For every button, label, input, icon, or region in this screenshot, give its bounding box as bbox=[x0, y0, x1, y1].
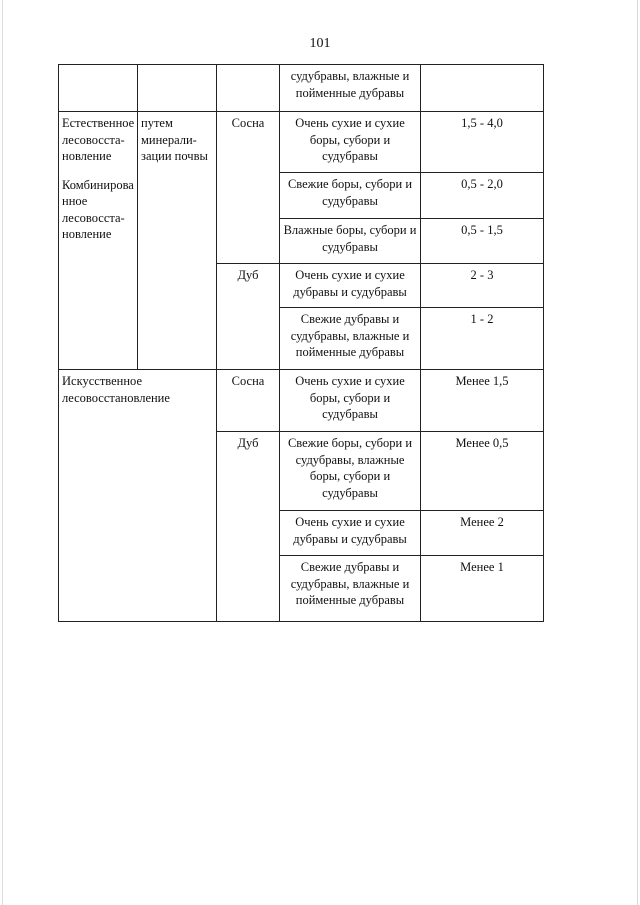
table-cell-means bbox=[138, 65, 217, 112]
table-row bbox=[59, 112, 544, 173]
table-cell-value: Менее 0,5 bbox=[421, 432, 544, 511]
scan-edge-right bbox=[637, 0, 638, 905]
table-cell-value: 1 - 2 bbox=[421, 308, 544, 370]
table-cell-forest-type: Свежие дубравы и судубравы, влажные и пойменные дубравы bbox=[280, 556, 421, 622]
table-cell-forest-type: Очень сухие и сухие дубравы и судубравы bbox=[280, 264, 421, 308]
table-cell-forest-type: Очень сухие и сухие боры, субори и судубравы bbox=[280, 370, 421, 432]
table-cell-value: 2 - 3 bbox=[421, 264, 544, 308]
table-cell-forest-type: Очень сухие и сухие дубравы и судубравы bbox=[280, 511, 421, 556]
scan-edge-left bbox=[2, 0, 3, 905]
table-cell-species bbox=[217, 65, 280, 112]
table-cell-forest-type: Свежие дубравы и судубравы, влажные и пойменные дубравы bbox=[280, 308, 421, 370]
table-cell-value: Менее 1 bbox=[421, 556, 544, 622]
table-cell-value: 0,5 - 1,5 bbox=[421, 219, 544, 264]
table-row bbox=[59, 65, 544, 112]
table-cell-species: Дуб bbox=[217, 264, 280, 370]
regeneration-table bbox=[58, 64, 544, 622]
table-cell-value: 1,5 - 4,0 bbox=[421, 112, 544, 173]
table-cell-means: путем минерали-зации почвы bbox=[138, 112, 217, 370]
page-number: 101 bbox=[309, 36, 331, 51]
method-natural-label: Естественное лесовосста-новление bbox=[62, 116, 135, 163]
table-cell-species: Сосна bbox=[217, 370, 280, 432]
table-cell-method: Искусственное лесовосстановление bbox=[59, 370, 217, 622]
table-cell-forest-type: Свежие боры, субори и судубравы, влажные боры, субори и судубравы bbox=[280, 432, 421, 511]
table-cell-value bbox=[421, 65, 544, 112]
table-cell-value: Менее 1,5 bbox=[421, 370, 544, 432]
table-cell-forest-type: Свежие боры, субори и судубравы bbox=[280, 173, 421, 219]
table-cell-species: Дуб bbox=[217, 432, 280, 622]
table-cell-method bbox=[59, 65, 138, 112]
method-combined-label: Комбинирова нное лесовосста-новление bbox=[62, 177, 134, 241]
table-cell-species: Сосна bbox=[217, 112, 280, 264]
table-cell-forest-type: Очень сухие и сухие боры, субори и судубравы bbox=[280, 112, 421, 173]
table-cell-forest-type: судубравы, влажные и пойменные дубравы bbox=[280, 65, 421, 112]
table-cell-forest-type: Влажные боры, субори и судубравы bbox=[280, 219, 421, 264]
table-cell-value: 0,5 - 2,0 bbox=[421, 173, 544, 219]
table-row bbox=[59, 370, 544, 432]
table-cell-method bbox=[59, 112, 138, 370]
table-cell-value: Менее 2 bbox=[421, 511, 544, 556]
